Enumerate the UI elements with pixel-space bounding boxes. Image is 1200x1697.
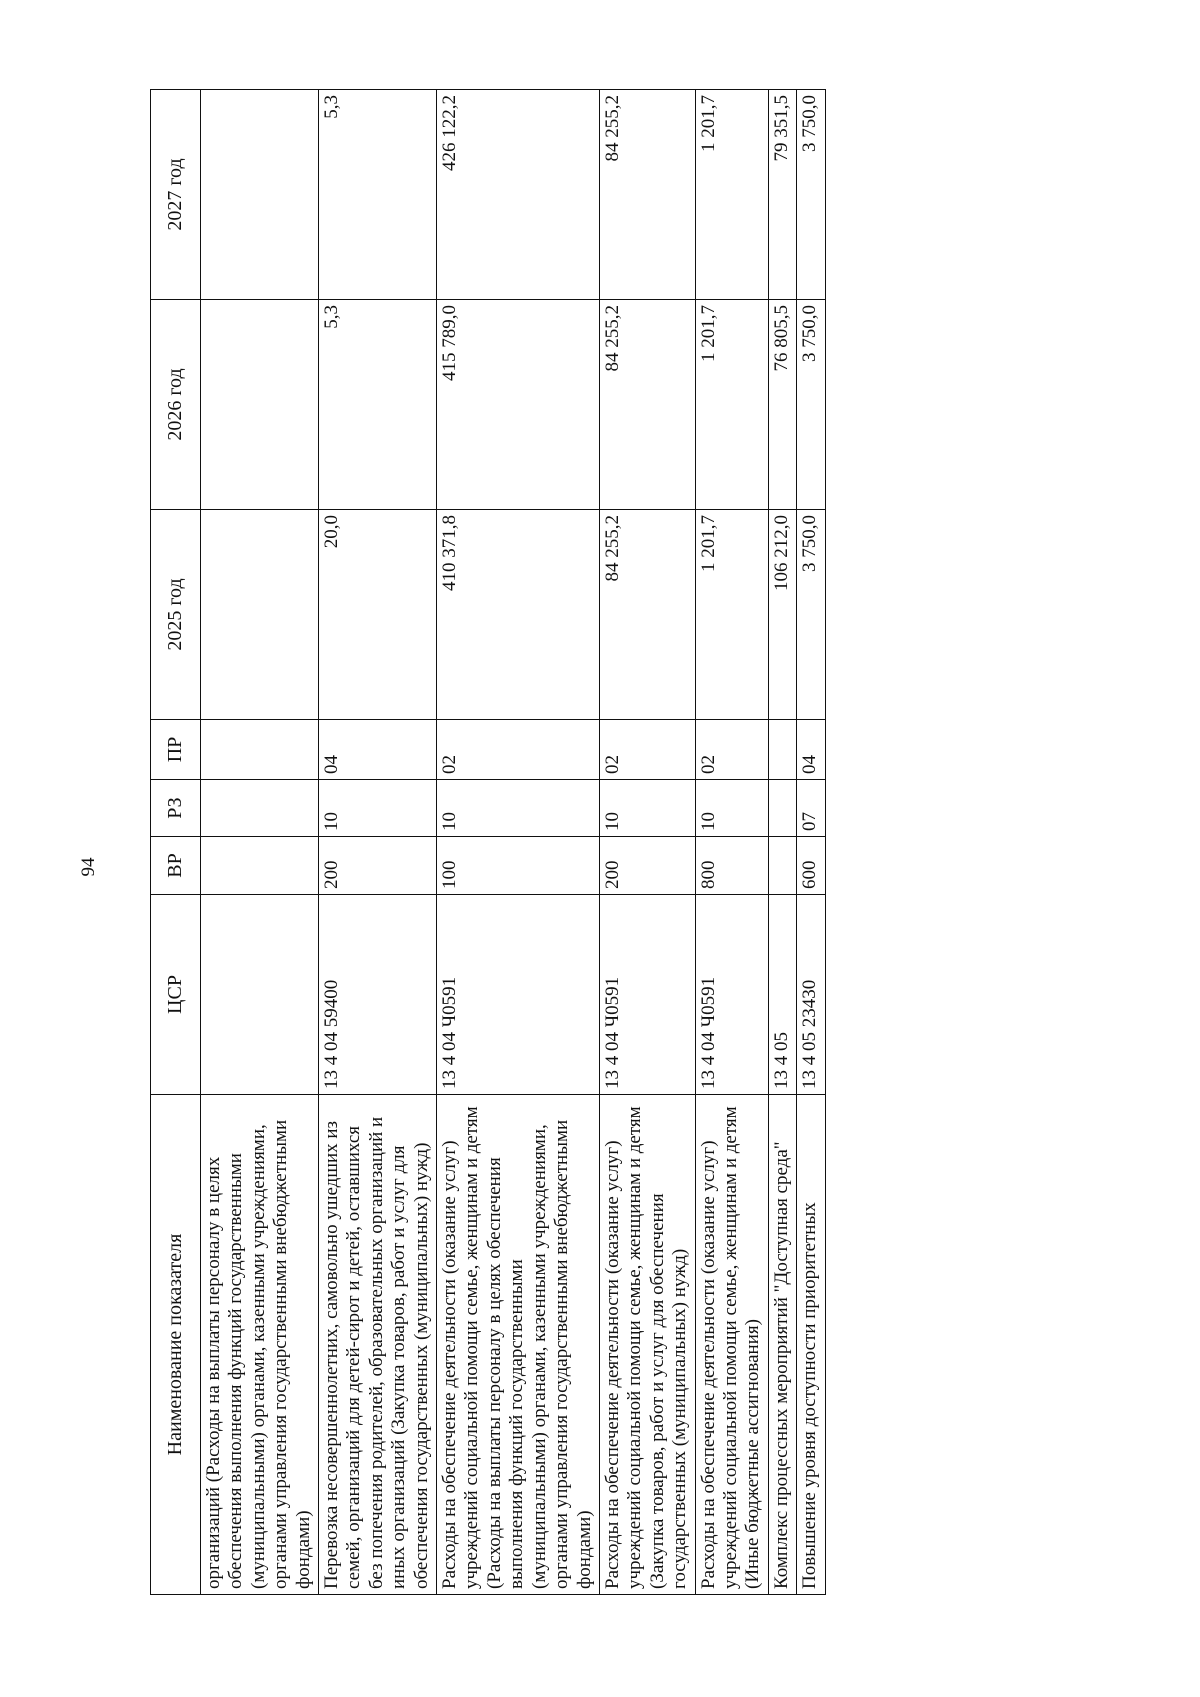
- cell-csr: 13 4 04 Ч0591: [695, 895, 768, 1095]
- header-rz: РЗ: [151, 780, 201, 837]
- header-csr: ЦСР: [151, 895, 201, 1095]
- cell-csr: 13 4 04 Ч0591: [599, 895, 695, 1095]
- cell-rz: [201, 780, 319, 837]
- cell-2027: 5,3: [319, 90, 437, 300]
- cell-vr: 200: [319, 837, 437, 895]
- header-2025: 2025 год: [151, 510, 201, 720]
- cell-2025: 106 212,0: [768, 510, 796, 720]
- cell-2027: 426 122,2: [437, 90, 600, 300]
- cell-2026: 84 255,2: [599, 300, 695, 510]
- table-row: [695, 90, 768, 1595]
- table-header-row: [151, 90, 201, 1595]
- cell-csr: 13 4 04 Ч0591: [437, 895, 600, 1095]
- cell-vr: [768, 837, 796, 895]
- cell-rz: 10: [437, 780, 600, 837]
- cell-vr: 600: [797, 837, 825, 895]
- cell-2025: 84 255,2: [599, 510, 695, 720]
- cell-name: организаций (Расходы на выплаты персоналу в целях обеспечения выполнения функций государственными (муниципальными) органами, казенными учреждениями, органами управления государственными внебюджетными фондами): [201, 1095, 319, 1595]
- header-pr: ПР: [151, 720, 201, 780]
- cell-pr: [768, 720, 796, 780]
- cell-pr: 02: [437, 720, 600, 780]
- cell-rz: [768, 780, 796, 837]
- budget-table: [150, 89, 826, 1595]
- table-row: [797, 90, 825, 1595]
- cell-csr: 13 4 05: [768, 895, 796, 1095]
- cell-vr: 100: [437, 837, 600, 895]
- cell-csr: 13 4 04 59400: [319, 895, 437, 1095]
- header-vr: ВР: [151, 837, 201, 895]
- table-row: [201, 90, 319, 1595]
- cell-name: Расходы на обеспечение деятельности (оказание услуг) учреждений социальной помощи семье, женщинам и детям (Иные бюджетные ассигнования): [695, 1095, 768, 1595]
- cell-2026: 1 201,7: [695, 300, 768, 510]
- cell-2025: 1 201,7: [695, 510, 768, 720]
- cell-rz: 10: [319, 780, 437, 837]
- cell-2026: 3 750,0: [797, 300, 825, 510]
- cell-csr: 13 4 05 23430: [797, 895, 825, 1095]
- cell-rz: 07: [797, 780, 825, 837]
- table-row: [319, 90, 437, 1595]
- cell-2025: 20,0: [319, 510, 437, 720]
- cell-name: Перевозка несовершеннолетних, самовольно ушедших из семей, организаций для детей-сирот и детей, оставшихся без попечения родителей, образовательных организаций и иных организаций (Закупка товаров, работ и услуг для обеспечения государственных (муниципальных) нужд): [319, 1095, 437, 1595]
- cell-2027: 79 351,5: [768, 90, 796, 300]
- cell-2027: 1 201,7: [695, 90, 768, 300]
- cell-pr: 04: [797, 720, 825, 780]
- cell-2027: 3 750,0: [797, 90, 825, 300]
- cell-csr: [201, 895, 319, 1095]
- cell-2026: [201, 300, 319, 510]
- table-row: [437, 90, 600, 1595]
- cell-rz: 10: [695, 780, 768, 837]
- table-row: [599, 90, 695, 1595]
- cell-2025: 3 750,0: [797, 510, 825, 720]
- cell-name: Комплекс процессных мероприятий "Доступная среда": [768, 1095, 796, 1595]
- header-2026: 2026 год: [151, 300, 201, 510]
- cell-vr: 800: [695, 837, 768, 895]
- cell-name: Расходы на обеспечение деятельности (оказание услуг) учреждений социальной помощи семье, женщинам и детям (Закупка товаров, работ и услуг для обеспечения государственных (муниципальных) нужд): [599, 1095, 695, 1595]
- cell-pr: [201, 720, 319, 780]
- header-name: Наименование показателя: [151, 1095, 201, 1595]
- cell-2027: [201, 90, 319, 300]
- cell-2026: 415 789,0: [437, 300, 600, 510]
- cell-vr: [201, 837, 319, 895]
- cell-name: Повышение уровня доступности приоритетных: [797, 1095, 825, 1595]
- cell-2026: 76 805,5: [768, 300, 796, 510]
- cell-2025: 410 371,8: [437, 510, 600, 720]
- cell-pr: 02: [599, 720, 695, 780]
- cell-vr: 200: [599, 837, 695, 895]
- table-row: [768, 90, 796, 1595]
- cell-2027: 84 255,2: [599, 90, 695, 300]
- cell-pr: 02: [695, 720, 768, 780]
- header-2027: 2027 год: [151, 90, 201, 300]
- cell-name: Расходы на обеспечение деятельности (оказание услуг) учреждений социальной помощи семье, женщинам и детям (Расходы на выплаты персоналу в целях обеспечения выполнения функций государственными (муниципальными) органами, казенными учреждениями, органами управления государственными внебюджетными фондами): [437, 1095, 600, 1595]
- cell-2026: 5,3: [319, 300, 437, 510]
- cell-2025: [201, 510, 319, 720]
- page-number: 94: [78, 857, 99, 877]
- cell-rz: 10: [599, 780, 695, 837]
- cell-pr: 04: [319, 720, 437, 780]
